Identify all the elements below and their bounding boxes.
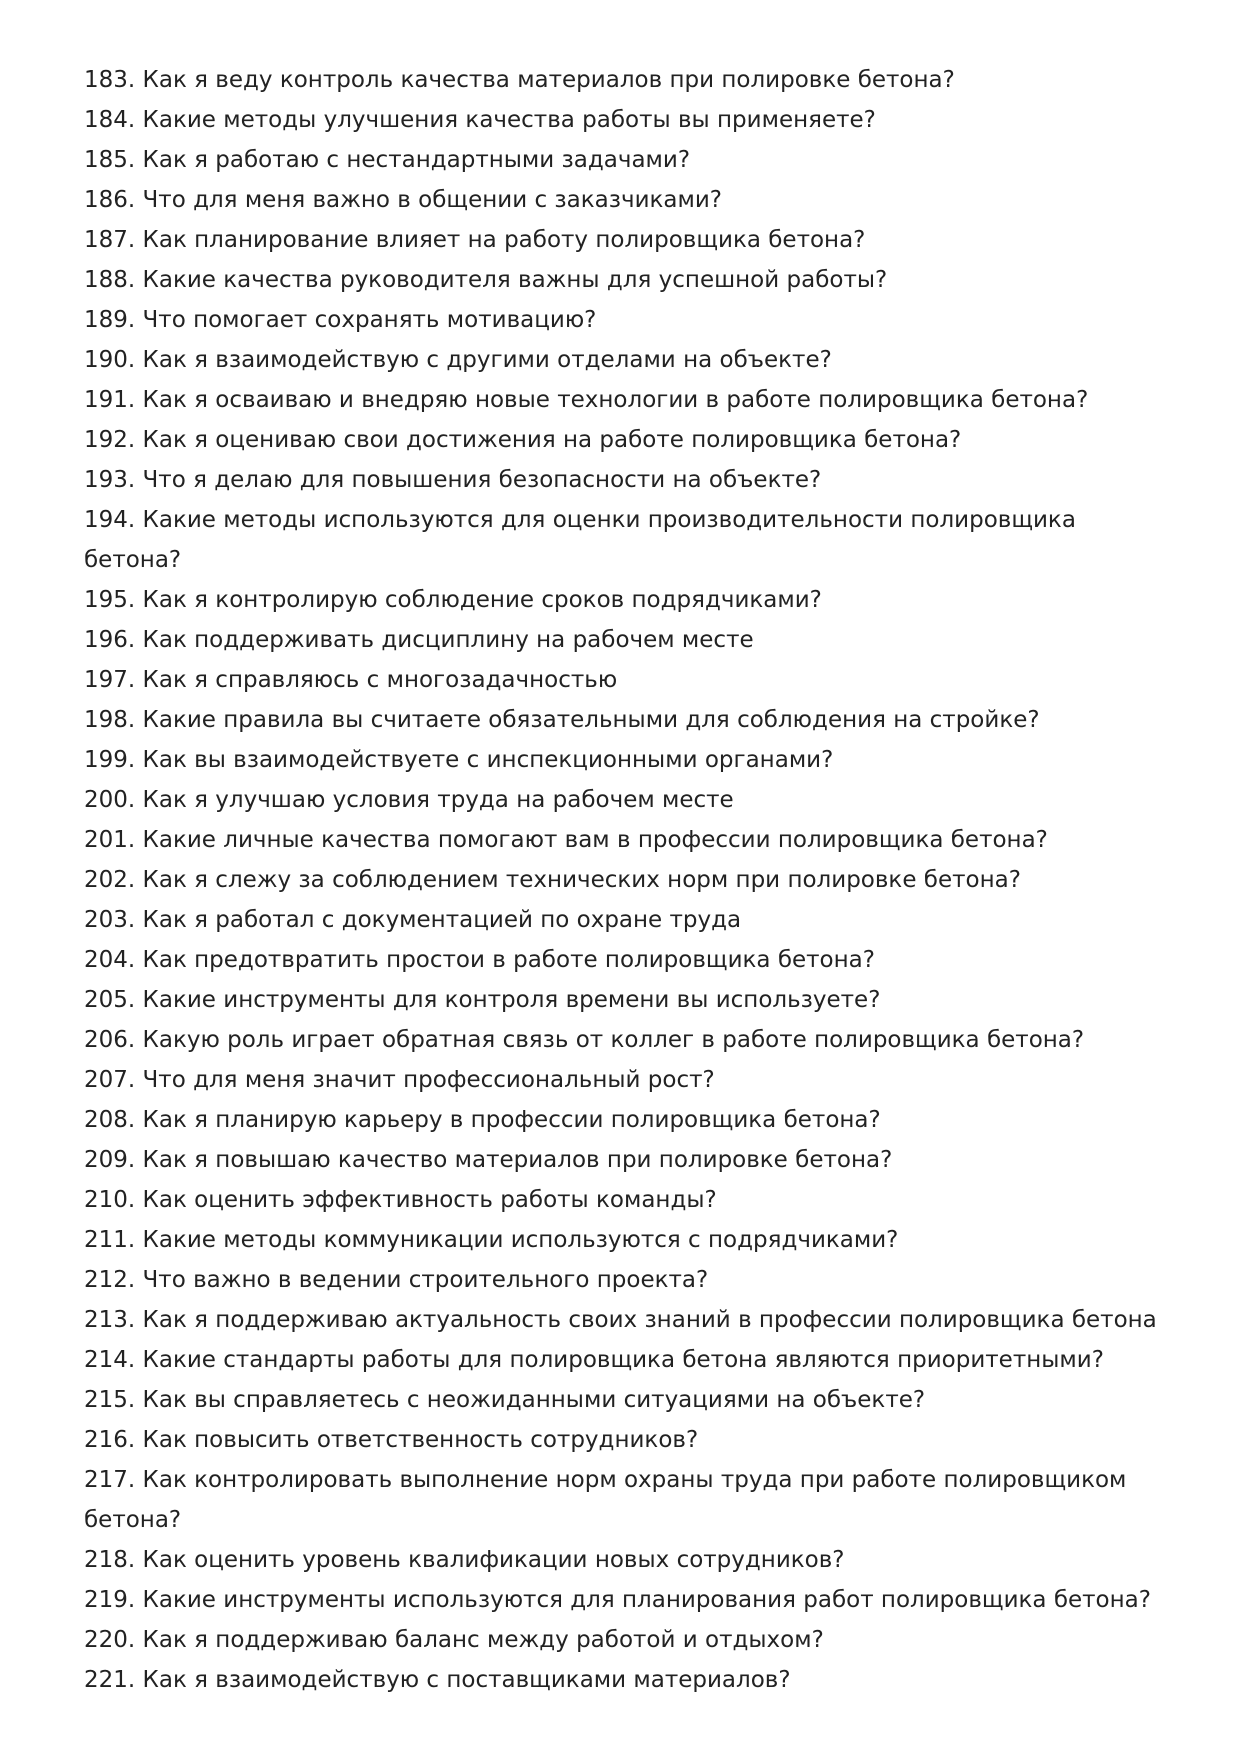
list-item: 197. Как я справляюсь с многозадачностью	[84, 667, 618, 693]
list-item: 218. Как оценить уровень квалификации новых сотрудников?	[84, 1547, 845, 1573]
list-item: 220. Как я поддерживаю баланс между работой и отдыхом?	[84, 1627, 824, 1653]
list-item: 211. Какие методы коммуникации используются с подрядчиками?	[84, 1227, 899, 1253]
list-item: 214. Какие стандарты работы для полировщика бетона являются приоритетными?	[84, 1347, 1104, 1373]
question-list	[84, 60, 1164, 1700]
list-item: 205. Какие инструменты для контроля времени вы используете?	[84, 987, 881, 1013]
list-item: 188. Какие качества руководителя важны для успешной работы?	[84, 267, 888, 293]
list-item: 184. Какие методы улучшения качества работы вы применяете?	[84, 107, 876, 133]
list-item: 193. Что я делаю для повышения безопасности на объекте?	[84, 467, 822, 493]
list-item: 196. Как поддерживать дисциплину на рабочем месте	[84, 627, 754, 653]
list-item: 185. Как я работаю с нестандартными задачами?	[84, 147, 691, 173]
list-item: 194. Какие методы используются для оценки производительности полировщика бетона?	[84, 507, 1076, 573]
list-item: 206. Какую роль играет обратная связь от коллег в работе полировщика бетона?	[84, 1027, 1085, 1053]
list-item: 186. Что для меня важно в общении с заказчиками?	[84, 187, 723, 213]
list-item: 204. Как предотвратить простои в работе полировщика бетона?	[84, 947, 875, 973]
list-item: 192. Как я оцениваю свои достижения на работе полировщика бетона?	[84, 427, 962, 453]
list-item: 202. Как я слежу за соблюдением технических норм при полировке бетона?	[84, 867, 1021, 893]
list-item: 183. Как я веду контроль качества материалов при полировке бетона?	[84, 67, 955, 93]
list-item: 221. Как я взаимодействую с поставщиками материалов?	[84, 1667, 791, 1693]
list-item: 212. Что важно в ведении строительного проекта?	[84, 1267, 709, 1293]
list-item: 216. Как повысить ответственность сотрудников?	[84, 1427, 699, 1453]
list-item: 195. Как я контролирую соблюдение сроков подрядчиками?	[84, 587, 822, 613]
list-item: 199. Как вы взаимодействуете с инспекционными органами?	[84, 747, 834, 773]
list-item: 198. Какие правила вы считаете обязательными для соблюдения на стройке?	[84, 707, 1040, 733]
list-item: 190. Как я взаимодействую с другими отделами на объекте?	[84, 347, 832, 373]
list-item: 208. Как я планирую карьеру в профессии полировщика бетона?	[84, 1107, 881, 1133]
list-item: 213. Как я поддерживаю актуальность своих знаний в профессии полировщика бетона	[84, 1307, 1157, 1333]
list-item: 207. Что для меня значит профессиональный рост?	[84, 1067, 715, 1093]
list-item: 187. Как планирование влияет на работу полировщика бетона?	[84, 227, 866, 253]
list-item: 201. Какие личные качества помогают вам в профессии полировщика бетона?	[84, 827, 1048, 853]
list-item: 215. Как вы справляетесь с неожиданными ситуациями на объекте?	[84, 1387, 926, 1413]
list-item: 210. Как оценить эффективность работы команды?	[84, 1187, 717, 1213]
list-item: 200. Как я улучшаю условия труда на рабочем месте	[84, 787, 734, 813]
list-item: 217. Как контролировать выполнение норм охраны труда при работе полировщиком бетона?	[84, 1467, 1127, 1533]
list-item: 191. Как я осваиваю и внедряю новые технологии в работе полировщика бетона?	[84, 387, 1089, 413]
list-item: 219. Какие инструменты используются для планирования работ полировщика бетона?	[84, 1587, 1151, 1613]
list-item: 203. Как я работал с документацией по охране труда	[84, 907, 742, 933]
list-item: 209. Как я повышаю качество материалов при полировке бетона?	[84, 1147, 893, 1173]
list-item: 189. Что помогает сохранять мотивацию?	[84, 307, 597, 333]
